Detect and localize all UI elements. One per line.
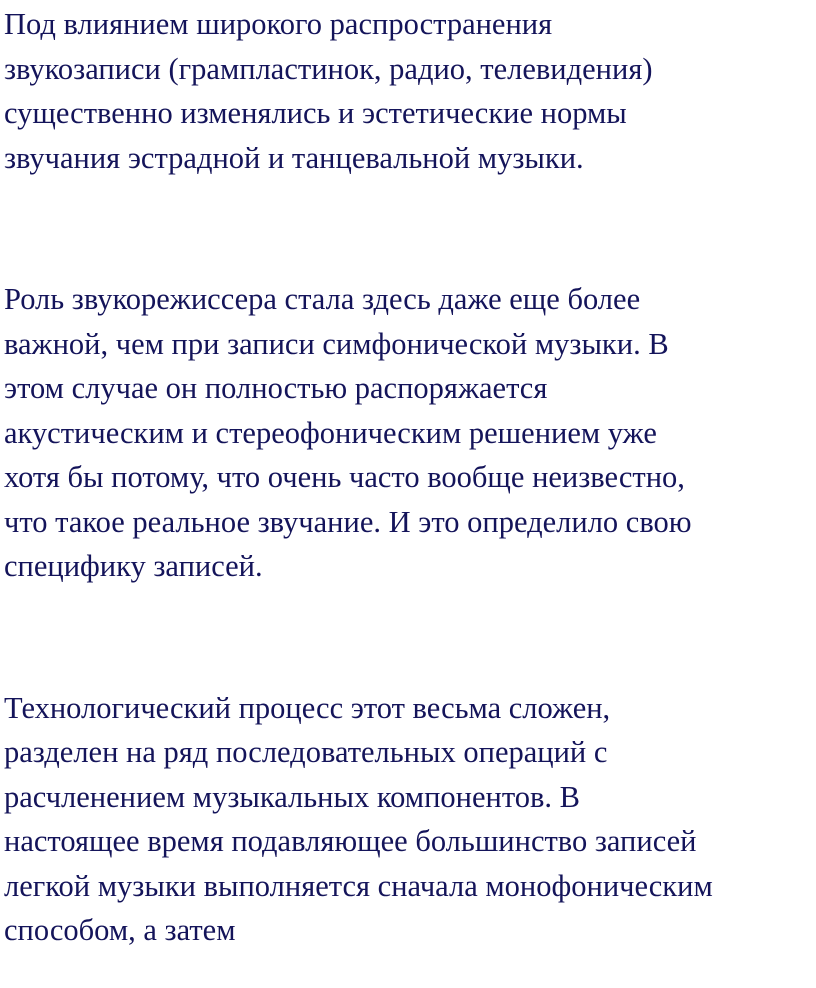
text-line: что такое реальное звучание. И это определило свою: [4, 504, 692, 539]
text-line: настоящее время подавляющее большинство записей: [4, 824, 697, 858]
paragraph-spacer: [4, 180, 816, 277]
text-line: способом, а затем: [4, 913, 236, 947]
text-line: легкой музыки выполняется сначала монофоническим: [4, 868, 713, 903]
text-line: существенно изменялись и эстетические нормы: [4, 96, 627, 130]
text-line: Технологический процесс этот весьма сложен,: [4, 690, 611, 725]
paragraph-spacer: [4, 589, 816, 686]
text-line: специфику записей.: [4, 549, 263, 583]
text-line: Под влиянием широкого распространения: [4, 7, 553, 41]
text-line: звучания эстрадной и танцевальной музыки.: [4, 140, 584, 175]
text-line: хотя бы потому, что очень часто вообще неизвестно,: [4, 460, 685, 494]
paragraph-1: [4, 2, 816, 180]
text-line: Роль звукорежиссера стала здесь даже еще более: [4, 282, 641, 316]
text-line: этом случае он полностью распоряжается: [4, 371, 548, 405]
text-line: звукозаписи (грампластинок, радио, телевидения): [4, 51, 653, 86]
paragraph-3: [4, 686, 816, 953]
text-line: важной, чем при записи симфонической музыки. В: [4, 326, 669, 361]
text-line: разделен на ряд последовательных операций с: [4, 735, 608, 769]
paragraph-2: [4, 277, 816, 589]
text-line: акустическим и стереофоническим решением уже: [4, 415, 657, 450]
text-line: расчленением музыкальных компонентов. В: [4, 779, 581, 814]
document-page: [4, 2, 816, 953]
